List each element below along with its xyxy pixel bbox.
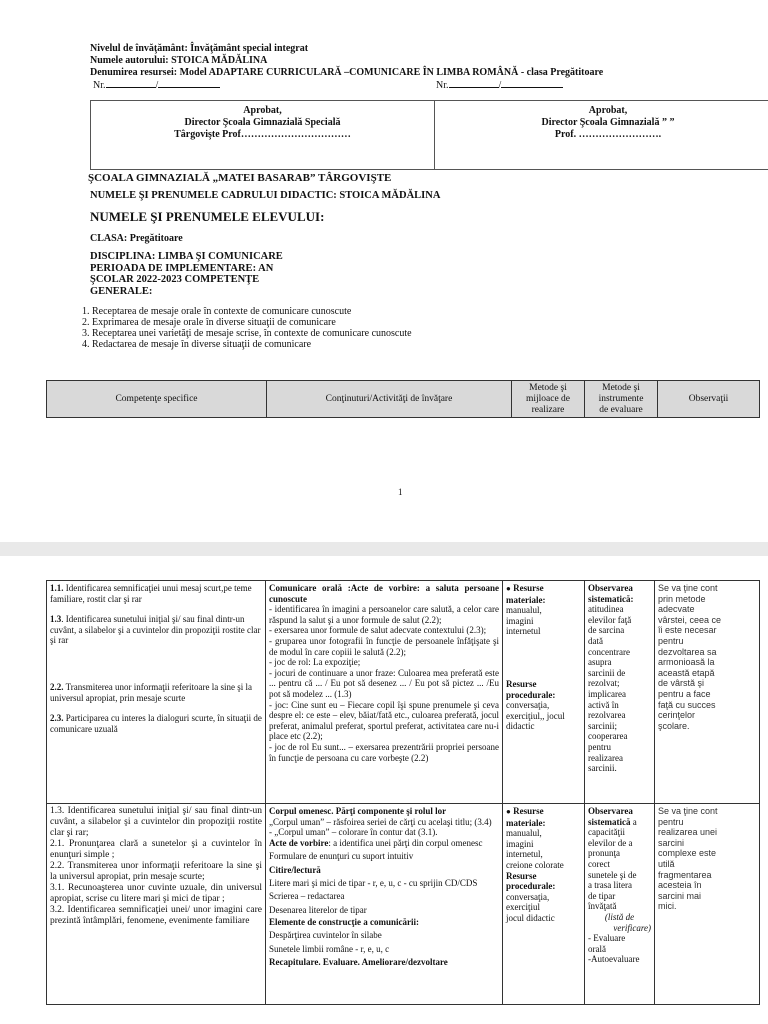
nr-slash: /	[155, 80, 159, 91]
page-number: 1	[398, 487, 403, 497]
teacher-name: NUMELE ŞI PRENUMELE CADRULUI DIDACTIC: STOICA MĂDĂLINA	[90, 190, 441, 201]
specific-competences-cell: 1.1. Identificarea semnificaţiei unui mesaj scurt,pe teme familiare, rostit clar şi rar 1.3. Identificarea sunetului iniţial şi/ sau final dintr-un cuvânt, a silabelor şi a cuvintelor din propoziţii rostite clar şi rar 2.2. Transmiterea unor informaţii referitoare la sine şi la universul apropiat, prin mesaje scurte 2.3. Participarea cu interes la dialoguri scurte, în situaţii de comunicare uzuală	[47, 581, 266, 804]
evaluation-cell: Observarea sistematică a capacităţii elevilor de a pronunţa corect sunetele şi de a trasa litera de tipar învăţată (listă de verificare) - Evaluare orală -Autoevaluare	[585, 804, 655, 1005]
education-level: Nivelul de învăţământ: Învăţământ special integrat	[90, 43, 309, 54]
registration-number-right	[436, 79, 563, 92]
approval-right	[435, 101, 768, 169]
header-contents: Conţinuturi/Activităţi de învăţare	[267, 381, 512, 418]
header-methods: Metode şi mijloace de realizare	[512, 381, 585, 418]
nr-label: Nr.	[436, 80, 449, 91]
table-row	[47, 804, 760, 1005]
approval-signature-line: Târgovişte Prof……………………………	[174, 129, 351, 140]
specific-competences-cell: 1.3. Identificarea sunetului iniţial şi/ sau final dintr-un cuvânt, a silabelor şi a cuvintelor din propoziţii rostite clar şi rar; 2.1. Pronunţarea clară a sunetelor şi a cuvintelor în enunţuri simple ; 2.2. Transmiterea unor informaţii referitoare la sine şi la universul apropiat, prin mesaje scurte; 3.1. Recunoaşterea unor cuvinte uzuale, din universul apropiat, scrise cu litere mari şi mici de tipar ; 3.2. Identificarea semnificaţiei unei/ unor imagini care prezintă întâmplări, fenomene, evenimente familiare	[47, 804, 266, 1005]
contents-cell: Corpul omenesc. Părţi componente şi rolul lor „Corpul uman” – răsfoirea seriei de cărţi cu acelaşi titlu; (3.4) - „Corpul uman” – colorare în contur dat (3.1). Acte de vorbire: a identifica unei părţi din corpul omenesc Formulare de enunţuri cu suport intuitiv Citire/lectură Litere mari şi mici de tipar - r, e, u, c - cu sprijin CD/CDS Scrierea – redactarea Desenarea literelor de tipar Elemente de construcţie a comunicării: Despărţirea cuvintelor în silabe Sunetele limbii române - r, e, u, c Recapitulare. Evaluare. Ameliorare/dezvoltare	[266, 804, 503, 1005]
author-name: Numele autorului: STOICA MĂDĂLINA	[90, 55, 268, 66]
approval-left	[91, 101, 434, 169]
plan-table	[46, 580, 760, 1005]
approval-director: Director Şcoala Gimnazială Specială	[184, 117, 341, 128]
observations-cell: Se va ţine cont prin metode adecvate vârstei, ceea ce îi este necesar pentru dezvoltarea sa armonioasă la această etapă de vârstă şi pentru a face faţă cu succes cerinţelor şcolare.	[655, 581, 760, 804]
document-page-2	[0, 556, 768, 1024]
approval-box	[90, 100, 768, 170]
resource-name: Denumirea resursei: Model ADAPTARE CURRICULARĂ –COMUNICARE ÎN LIMBA ROMÂNĂ - clasa Pregătitoare	[90, 67, 604, 78]
contents-title: Comunicare orală :Acte de vorbire: a saluta persoane cunoscute	[269, 583, 499, 604]
discipline-line: GENERALE:	[90, 285, 153, 297]
observations-cell: Se va ţine cont pentru realizarea unei sarcini complexe este utilă fragmentarea acesteia în sarcini mai mici.	[655, 804, 760, 1005]
contents-cell: Comunicare orală :Acte de vorbire: a saluta persoane cunoscute - identificarea în imagini a persoanelor care salută, a celor care răspund la salut şi a unor formule de salut (2.2); - exersarea unor formule de salut adecvate contextului (2.3); - gruparea unor fotografii în funcţie de persoanele înfăţişate şi de modul în care copiii le salută (2.2); - joc de rol: La expoziţie; - jocuri de continuare a unor fraze: Culoarea mea preferată este ... pentru că ... / Eu pot să desenez ... / Eu pot să pictez ... /Eu pot să modelez ... (1.3) - joc: Cine sunt eu – Fiecare copil îşi spune prenumele şi ceva despre el: ce este – elev, băiat/fată etc., culoarea preferată, jocul preferat, animalul preferat, sportul preferat, activitatea care nu-i place etc (2.2); - joc de rol Eu sunt... – exersarea prezentrării propriei persoane în funcţie de persoana cu care vorbeşte (2.2)	[266, 581, 503, 804]
competence-item: 3. Receptarea unei varietăţi de mesaje scrise, în contexte de comunicare cunoscute	[82, 328, 412, 339]
approval-label: Aprobat,	[243, 105, 282, 116]
discipline-line: PERIOADA DE IMPLEMENTARE: AN	[90, 262, 274, 274]
contents-title: Corpul omenesc. Părţi componente şi rolul lor	[269, 806, 447, 816]
approval-label: Aprobat,	[588, 105, 628, 116]
header-evaluation: Metode şi instrumente de evaluare	[585, 381, 658, 418]
nr-label: Nr.	[93, 80, 106, 91]
evaluation-cell: Observarea sistematică: atitudinea elevilor faţă de sarcina dată concentrare asupra sarcinii de rezolvat; implicarea activă în rezolvarea sarcinii; cooperarea pentru realizarea sarcinii.	[585, 581, 655, 804]
approval-signature-line: Prof. …………………….	[554, 129, 662, 140]
bullet-icon: ●	[506, 807, 511, 816]
table-row	[47, 581, 760, 804]
approval-director: Director Şcoala Gimnazială ” ”	[541, 117, 675, 128]
discipline-line: DISCIPLINA: LIMBA ŞI COMUNICARE	[90, 251, 283, 262]
header-specific-competences: Competenţe specifice	[47, 381, 267, 418]
class-label: CLASA: Pregătitoare	[90, 233, 183, 244]
registration-number-left	[93, 79, 220, 92]
student-name-label: NUMELE ŞI PRENUMELE ELEVULUI:	[90, 209, 325, 224]
methods-cell: ● Resurse materiale: manualul, imagini internetul, creione colorate Resurse procedurale: conversaţia, exerciţiul jocul didactic	[503, 804, 585, 1005]
competence-item: 2. Exprimarea de mesaje orale în diverse situaţii de comunicare	[82, 317, 336, 328]
header-observations: Observaţii	[658, 381, 760, 418]
bullet-icon: ●	[506, 584, 511, 593]
discipline-line: ŞCOLAR 2022-2023 COMPETENŢE	[90, 274, 260, 285]
competence-item: 1. Receptarea de mesaje orale în contexte de comunicare cunoscute	[82, 306, 352, 317]
methods-cell: ● Resurse materiale: manualul, imagini internetul Resurse procedurale: conversaţia, exerciţiul,, jocul didactic	[503, 581, 585, 804]
plan-table-header	[46, 380, 760, 418]
school-name: ŞCOALA GIMNAZIALĂ „MATEI BASARAB” TÂRGOVIŞTE	[88, 172, 392, 184]
discipline-block	[90, 251, 320, 297]
nr-slash: /	[498, 80, 502, 91]
general-competences-list	[82, 306, 412, 350]
competence-item: 4. Redactarea de mesaje în diverse situaţii de comunicare	[82, 339, 312, 350]
